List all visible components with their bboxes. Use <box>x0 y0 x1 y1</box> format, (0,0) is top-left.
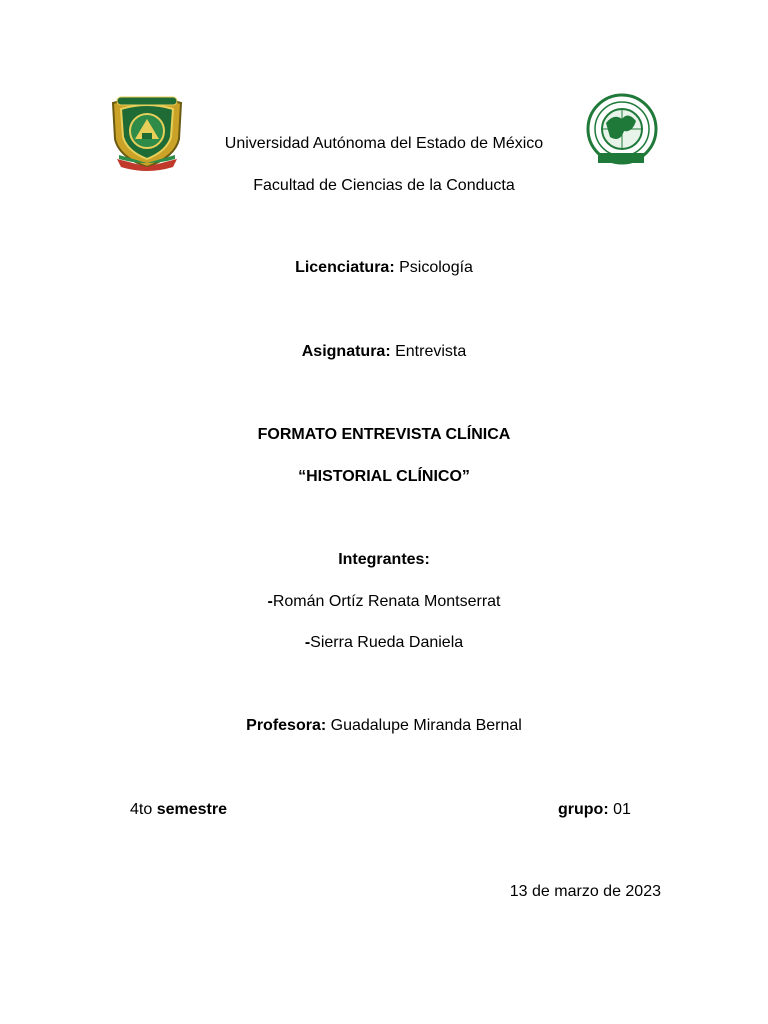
semester-number: 4to <box>130 801 153 818</box>
faculty-name: Facultad de Ciencias de la Conducta <box>253 177 515 194</box>
semester-line <box>130 800 227 820</box>
document-date: 13 de marzo de 2023 <box>509 883 661 900</box>
uaemex-shield-icon <box>105 93 189 171</box>
member-item <box>0 592 768 612</box>
professor-label: Profesora: <box>246 717 327 734</box>
group-value: 01 <box>613 801 631 818</box>
subject-value: Entrevista <box>395 343 467 360</box>
document-title: FORMATO ENTREVISTA CLÍNICA <box>257 426 511 443</box>
member-name: Sierra Rueda Daniela <box>310 634 464 651</box>
group-label: grupo: <box>558 801 609 818</box>
member-name: Román Ortíz Renata Montserrat <box>272 593 501 610</box>
subject-line <box>0 342 768 362</box>
professor-value: Guadalupe Miranda Bernal <box>330 717 522 734</box>
subject-label: Asignatura: <box>301 343 391 360</box>
member-dash: - <box>267 593 273 610</box>
semester-label: semestre <box>156 801 227 818</box>
degree-value: Psicología <box>399 259 473 276</box>
degree-label: Licenciatura: <box>295 259 395 276</box>
faculty-globe-seal-icon <box>578 93 662 167</box>
university-name: Universidad Autónoma del Estado de México <box>224 135 544 152</box>
document-subtitle: “HISTORIAL CLÍNICO” <box>298 468 470 485</box>
member-dash: - <box>304 634 311 651</box>
group-line <box>558 800 631 820</box>
professor-line <box>0 716 768 736</box>
members-heading: Integrantes: <box>338 551 430 568</box>
member-item <box>0 633 768 653</box>
degree-line <box>0 258 768 278</box>
